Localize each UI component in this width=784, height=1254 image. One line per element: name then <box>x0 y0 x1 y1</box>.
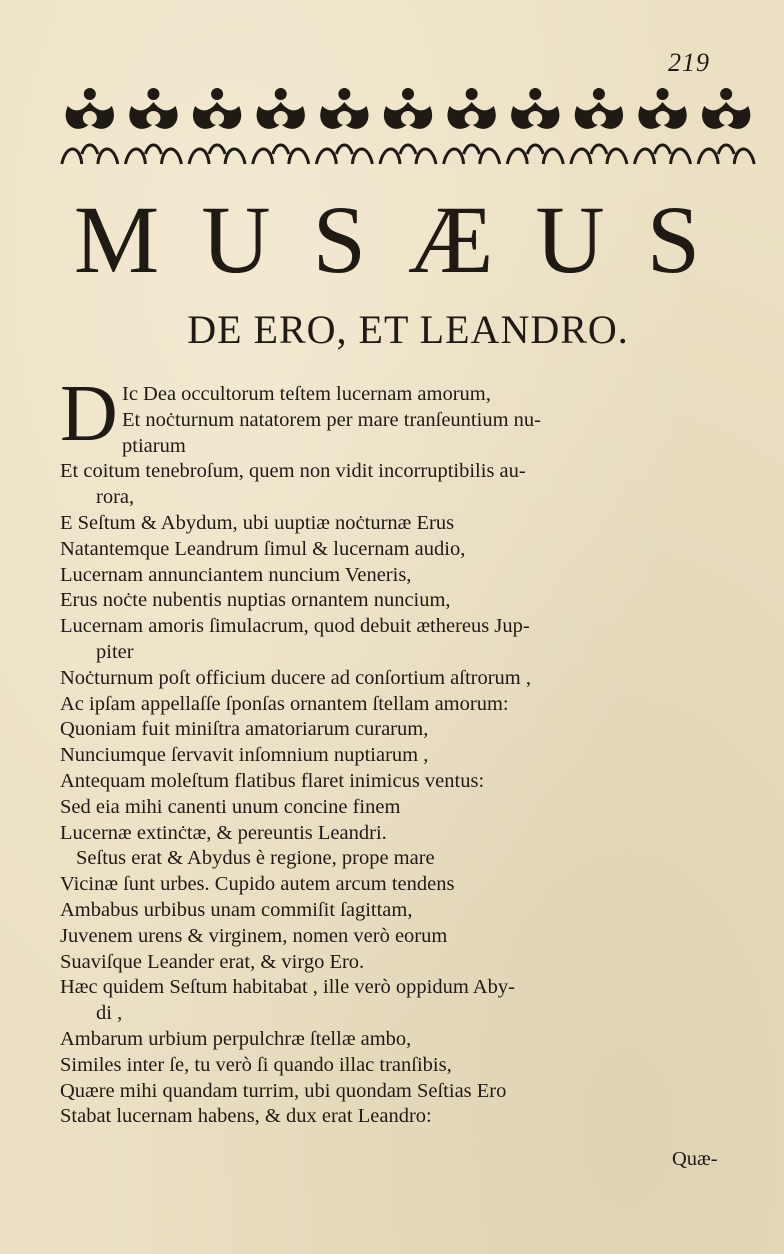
verse-text <box>60 382 760 1130</box>
verse-line: Hæc quidem Seſtum habitabat , ille verò oppidum Aby- <box>60 976 515 999</box>
verse-line: Juvenem urens & virginem, nomen verò eorum <box>60 924 448 947</box>
verse-line: Sed eia mihi canenti unum concine finem <box>60 795 401 818</box>
verse-line: Noċturnum poſt officium ducere ad conſortium aſtrorum , <box>60 666 531 689</box>
verse-line: piter <box>96 640 134 663</box>
verse-line: Natantemque Leandrum ſimul & lucernam audio, <box>60 537 466 560</box>
page-title: MUSÆUS <box>73 186 743 293</box>
verse-line: Et coitum tenebroſum, quem non vidit incorruptibilis au- <box>60 460 526 483</box>
verse-line: Nunciumque ſervavit inſomnium nuptiarum , <box>60 744 429 767</box>
verse-line: Lucernam annunciantem nuncium Veneris, <box>60 563 412 586</box>
verse-line: Quoniam fuit miniſtra amatoriarum curarum, <box>60 718 429 741</box>
verse-line: Ic Dea occultorum teſtem lucernam amorum, <box>122 383 491 405</box>
verse-line: rora, <box>96 486 135 509</box>
drop-cap: D <box>60 370 118 458</box>
verse-line: di , <box>96 1002 123 1025</box>
verse-line: Quære mihi quandam turrim, ubi quondam Seſtias Ero <box>60 1079 507 1102</box>
verse-line: Ambarum urbium perpulchræ ſtellæ ambo, <box>60 1027 412 1050</box>
catchword: Quæ- <box>672 1148 718 1170</box>
verse-line: Lucernam amoris ſimulacrum, quod debuit æthereus Jup- <box>60 615 530 638</box>
verse-line: Et noċturnum natatorem per mare tranſeuntium nu- <box>122 408 541 431</box>
fleuron-band-icon <box>58 84 758 170</box>
verse-line: Ac ipſam appellaſſe ſponſas ornantem ſtellam amorum: <box>60 692 509 715</box>
verse-line: Lucernæ extinċtæ, & pereuntis Leandri. <box>60 821 387 844</box>
verse-line: ptiarum <box>122 434 186 457</box>
verse-line: Stabat lucernam habens, & dux erat Leandro: <box>60 1105 432 1128</box>
verse-line: Erus noċte nubentis nuptias ornantem nuncium, <box>60 589 451 612</box>
verse-line: Antequam moleſtum flatibus flaret inimicus ventus: <box>60 769 485 792</box>
page-number: 219 <box>668 48 710 77</box>
verse-line: Suaviſque Leander erat, & virgo Ero. <box>60 950 365 973</box>
verse-line: Vicinæ ſunt urbes. Cupido autem arcum tendens <box>60 873 455 896</box>
verse-line: Similes inter ſe, tu verò ſi quando illac tranſibis, <box>60 1053 452 1076</box>
verse-line: Ambabus urbibus unam commiſit ſagittam, <box>60 898 413 921</box>
page-subtitle: DE ERO, ET LEANDRO. <box>187 307 629 352</box>
verse-line: Seſtus erat & Abydus è regione, prope mare <box>76 847 435 870</box>
verse-line: E Seſtum & Abydum, ubi uuptiæ noċturnæ Erus <box>60 511 455 534</box>
